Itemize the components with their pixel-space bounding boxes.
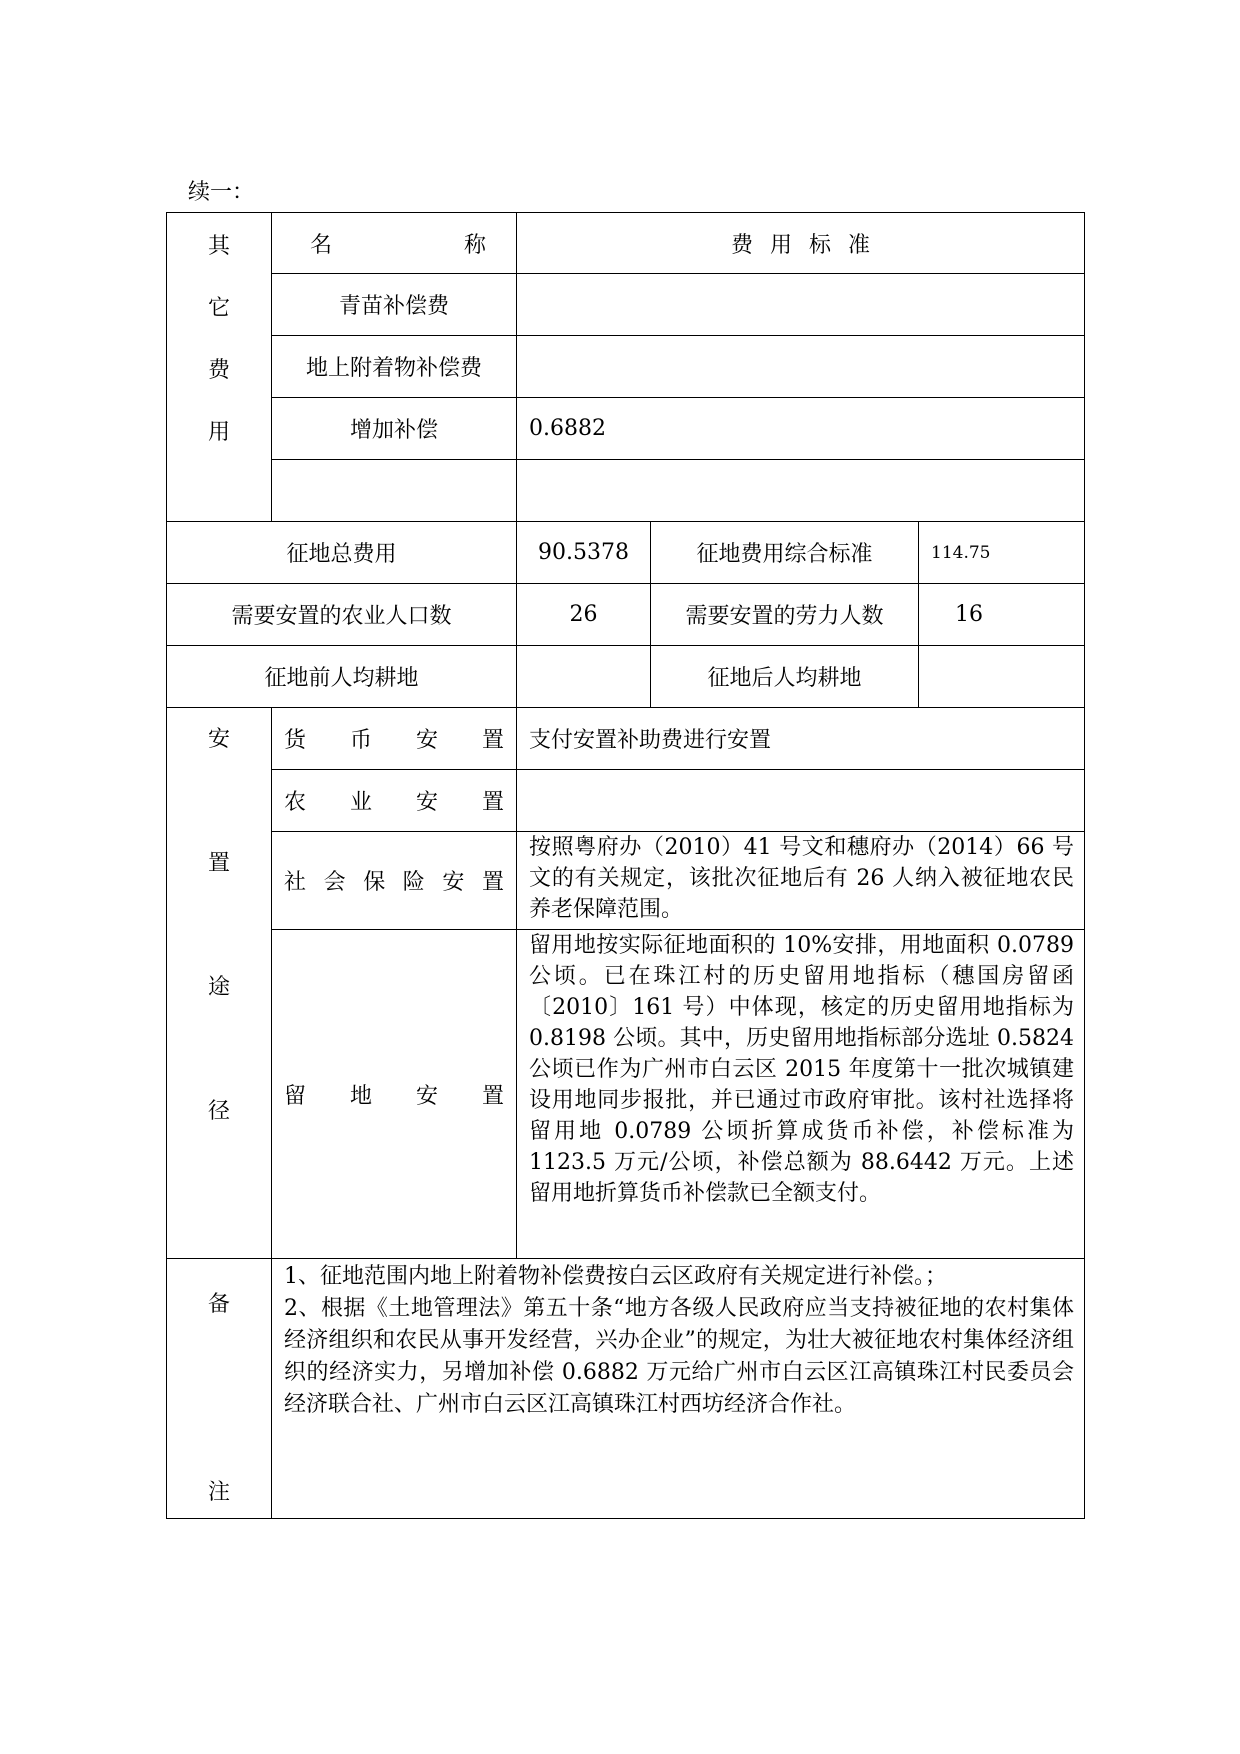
social-label-char-1: 社	[284, 870, 307, 895]
remarks-label	[167, 1259, 272, 1519]
social-insurance-value: 按照粤府办（2010）41 号文和穗府办（2014）66 号文的有关规定，该批次征地后有 26 人纳入被征地农民养老保障范围。	[517, 832, 1085, 930]
name-column-header	[272, 213, 517, 274]
total-cost-value: 90.5378	[517, 522, 651, 584]
farmland-after-value	[919, 646, 1085, 708]
currency-label-char-1: 货	[284, 728, 307, 753]
name-header-char-2: 称	[463, 232, 486, 258]
labor-label: 需要安置的劳力人数	[651, 584, 919, 646]
reserved-label-char-3: 安	[415, 1083, 438, 1109]
farmland-before-value	[517, 646, 651, 708]
reserved-label-char-4: 置	[481, 1083, 504, 1109]
fee-standard-header-text: 费 用 标 准	[731, 232, 870, 258]
currency-resettlement-label	[272, 708, 517, 770]
agri-population-value: 26	[517, 584, 651, 646]
fee-value-additional: 0.6882	[517, 398, 1085, 460]
currency-resettlement-value: 支付安置补助费进行安置	[517, 708, 1085, 770]
agri-population-label: 需要安置的农业人口数	[167, 584, 517, 646]
remarks-content	[272, 1259, 1085, 1519]
fee-name-empty	[272, 460, 517, 522]
social-label-char-4: 险	[402, 870, 425, 895]
social-label-char-2: 会	[323, 870, 346, 895]
reserved-label-char-1: 留	[284, 1083, 307, 1109]
document-heading: 续一：	[188, 180, 255, 205]
currency-label-char-3: 安	[415, 728, 438, 753]
farmland-after-label: 征地后人均耕地	[651, 646, 919, 708]
agriculture-label-char-1: 农	[284, 790, 307, 815]
other-fees-label-char-2: 它	[207, 296, 230, 321]
social-label-char-3: 保	[363, 870, 386, 895]
resettlement-label-char-4: 径	[207, 1099, 230, 1124]
social-label-char-5: 安	[442, 870, 465, 895]
fee-value-seedling	[517, 274, 1085, 336]
remarks-label-char-1: 备	[207, 1292, 230, 1317]
other-fees-section-label	[167, 213, 272, 522]
reserved-land-value: 留用地按实际征地面积的 10%安排，用地面积 0.0789 公顷。已在珠江村的历史留用地指标（穗国房留函〔2010〕161 号）中体现，核定的历史留用地指标为 0.8198 公顷。其中，历史留用地指标部分选址 0.5824 公顷已作为广州市白云区 2015 年度第十一批次城镇建设用地同步报批，并已通过市政府审批。该村社选择将留用地 0.0789 公顷折算成货币补偿，补偿标准为 1123.5 万元/公顷，补偿总额为 88.6442 万元。上述留用地折算货币补偿款已全额支付。	[517, 930, 1085, 1259]
fee-value-empty	[517, 460, 1085, 522]
fee-name-attachments: 地上附着物补偿费	[272, 336, 517, 398]
agriculture-resettlement-label	[272, 770, 517, 832]
reserved-label-char-2: 地	[349, 1083, 372, 1109]
remark-line-1: 1、征地范围内地上附着物补偿费按白云区政府有关规定进行补偿。；	[284, 1264, 947, 1289]
resettlement-section-label	[167, 708, 272, 1259]
resettlement-label-char-3: 途	[207, 975, 230, 1000]
name-header-char-1: 名	[310, 232, 333, 258]
agriculture-label-char-4: 置	[481, 790, 504, 815]
composite-standard-label: 征地费用综合标准	[651, 522, 919, 584]
other-fees-label-char-3: 费	[207, 358, 230, 383]
resettlement-label-char-2: 置	[207, 851, 230, 876]
farmland-before-label: 征地前人均耕地	[167, 646, 517, 708]
social-label-char-6: 置	[481, 870, 504, 895]
other-fees-label-char-4: 用	[207, 420, 230, 445]
fee-standard-column-header	[517, 213, 1085, 274]
other-fees-label-char-1: 其	[207, 234, 230, 259]
social-insurance-label	[272, 832, 517, 930]
resettlement-label-char-1: 安	[207, 727, 230, 752]
composite-standard-value: 114.75	[919, 522, 1085, 584]
land-acquisition-table	[166, 212, 1085, 1519]
fee-name-seedling: 青苗补偿费	[272, 274, 517, 336]
currency-label-char-2: 币	[349, 728, 372, 753]
total-cost-label: 征地总费用	[167, 522, 517, 584]
fee-value-attachments	[517, 336, 1085, 398]
agriculture-resettlement-value	[517, 770, 1085, 832]
remarks-label-char-2: 注	[207, 1480, 230, 1505]
reserved-land-label	[272, 930, 517, 1259]
fee-name-additional: 增加补偿	[272, 398, 517, 460]
currency-label-char-4: 置	[481, 728, 504, 753]
labor-value: 16	[919, 584, 1085, 646]
agriculture-label-char-2: 业	[349, 790, 372, 815]
remark-line-2: 2、根据《土地管理法》第五十条“地方各级人民政府应当支持被征地的农村集体经济组织和农民从事开发经营，兴办企业”的规定，为壮大被征地农村集体经济组织的经济实力，另增加补偿 0.6882 万元给广州市白云区江高镇珠江村民委员会经济联合社、广州市白云区江高镇珠江村西坊经济合作社。	[284, 1296, 1075, 1417]
agriculture-label-char-3: 安	[415, 790, 438, 815]
